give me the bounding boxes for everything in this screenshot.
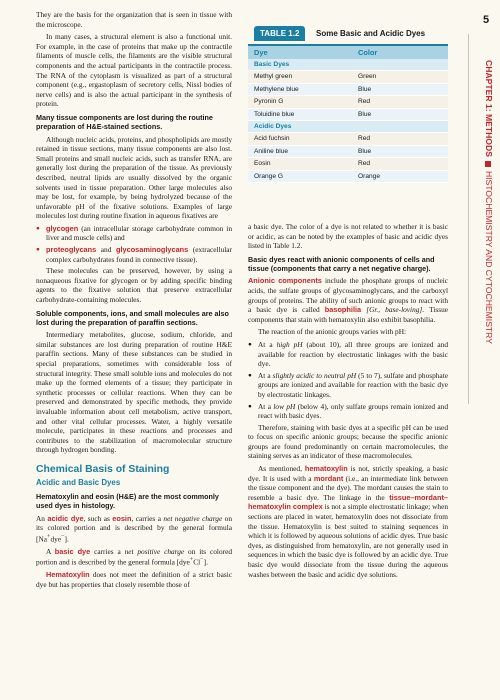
table-title: Some Basic and Acidic Dyes [316, 29, 426, 38]
term-complex: tissue–mordant–hematoxylin complex [248, 492, 448, 512]
paragraph: An acidic dye, such as eosin, carries a net negative charge on its colored portion and is described by the general formula [Na+dye−]. [36, 513, 233, 544]
term-proteoglycans: proteoglycans [46, 245, 97, 255]
term-glycosaminoglycans: glycosaminoglycans [116, 245, 189, 255]
table-group-row: Basic Dyes [248, 59, 448, 71]
bold-heading: Basic dyes react with anionic components of cells and tissue (components that carry a net negative charge). [248, 254, 435, 274]
paragraph: In many cases, a structural element is also a functional unit. For example, in the case of proteins that make up the contractile filaments of muscle cells, the filaments are the visible structural components and the actual participants in the contractile process. The RNA of the cytoplasm is visualized as part of a structural component (e.g., ergastoplasm of secretory cells, Nissl bodies of nerve cells) and is also the actual participant in the synthesis of protein. [36, 32, 232, 109]
dye-table [248, 24, 448, 183]
paragraph: They are the basis for the organization that is seen in tissue with the microscope. [36, 10, 232, 29]
table-row: Toluidine blue Blue [248, 109, 448, 121]
right-column [248, 222, 448, 582]
paragraph: Hematoxylin does not meet the definition of a strict basic dye but has properties that closely resemble those of [36, 570, 232, 589]
table-caption [248, 24, 448, 44]
term-acidic-dye: acidic dye [47, 513, 84, 523]
section-heading: Chemical Basis of Staining [36, 463, 170, 475]
paragraph: These molecules can be preserved, however, by using a nonaqueous fixative for glycogen or by adding specific binding agents to the fixative solution that preserve extracellular carbohydrate-containing molecules. [36, 266, 232, 305]
term-glycogen: glycogen [46, 223, 79, 233]
page-number: 5 [482, 14, 490, 26]
table-row: Methyl green Green [248, 71, 448, 83]
term-basic-dye: basic dye [54, 546, 91, 556]
term-hematoxylin: hematoxylin [304, 464, 348, 474]
bold-heading: Hematoxylin and eosin (H&E) are the most commonly used dyes in histology. [36, 491, 219, 511]
term-anionic-components: Anionic components [248, 276, 322, 286]
table-row: Aniline blue Blue [248, 146, 448, 158]
table-row: Pyronin G Red [248, 96, 448, 108]
bullet-item: ● glycogen (an intracellular storage carbohydrate common in liver and muscle cells) and [36, 224, 232, 243]
table-row: Acid fuchsin Red [248, 133, 448, 145]
table-row: Methylene blue Blue [248, 84, 448, 96]
bullet-item: ● At a high pH (about 10), all three groups are ionized and available for reaction by electrostatic linkages with the basic dye. [248, 340, 448, 369]
section-label: HISTOCHEMISTRY AND CYTOCHEMISTRY [484, 170, 494, 344]
table-header-row [248, 44, 448, 59]
paragraph: Anionic components include the phosphate groups of nucleic acids, the sulfate groups of glycosaminoglycans, and the carboxyl groups of proteins. The ability of such anionic groups to react with a basic dye is called basophilia [Gr., base-loving]. Tissue components that stain with hematoxylin also exhibit basophilia. [248, 276, 448, 324]
table-badge: TABLE 1.2 [254, 26, 305, 41]
paragraph: As mentioned, hematoxylin is not, strictly speaking, a basic dye. It is used with a mordant (i.e., an intermediate link between the tissue component and the dye). The mordant causes the stain to resemble a basic dye. The linkage in the tissue–mordant–hematoxylin complex is not a simple electrostatic linkage; when sections are placed in water, hematoxylin does not dissociate from the tissue. Hematoxylin is best suited to staining sequences in which it is followed by aqueous solutions of acidic dyes. True basic dyes, as distinguished from hematoxylin, are not generally used in sequences in which the basic dye is followed by an acidic dye. True basic dye would dissociate from the tissue during the aqueous washes between the basic and acidic dye solutions. [248, 464, 449, 579]
table-row: Orange G Orange [248, 171, 448, 183]
term-basophilia: basophilia [324, 305, 362, 315]
paragraph: a basic dye. The color of a dye is not related to whether it is basic or acidic, as can be noted by the examples of basic and acidic dyes listed in Table 1.2. [248, 222, 448, 251]
column-header-color: Color [358, 48, 378, 57]
paragraph: Intermediary metabolites, glucose, sodium, chloride, and similar substances are lost during preparation of routine H&E paraffin sections. Many of these substances can be studied in special preparations, sometimes with considerable loss of structural integrity. These small soluble ions and molecules do not make up the formed elements of a tissue; they participate in synthetic processes or cellular reactions. When they can be preserved and demonstrated by specific methods, they provide invaluable information about cell metabolism, active transport, and other vital cellular processes. Water, a highly versatile molecule, participates in these reactions and processes and contributes to the stabilization of macromolecular structure through hydrogen bonding. [36, 330, 232, 455]
paragraph: A basic dye carries a net positive charge on its colored portion and is described by the general formula [dye+Cl−]. [36, 546, 233, 567]
square-icon [485, 161, 491, 167]
margin-divider [468, 34, 469, 404]
bold-heading: Many tissue components are lost during the routine preparation of H&E-stained sections. [36, 112, 213, 132]
bullet-item: ● At a slightly acidic to neutral pH (5 to 7), sulfate and phosphate groups are ionized and available for reaction with the basic dye by electrostatic linkages. [248, 371, 448, 400]
bold-heading: Soluble components, ions, and small molecules are also lost during the preparation of paraffin sections. [36, 308, 229, 327]
term-mordant: mordant [313, 473, 344, 483]
chapter-label: CHAPTER 1: METHODS [484, 60, 494, 157]
bullet-item: ● At a low pH (below 4), only sulfate groups remain ionized and react with basic dyes. [248, 402, 448, 421]
term-eosin: eosin [112, 513, 132, 523]
paragraph: Therefore, staining with basic dyes at a specific pH can be used to focus on specific anionic groups; because the specific anionic groups are found predominantly on certain macromolecules, the staining serves as an indicator of these macromolecules. [248, 422, 448, 461]
paragraph: Although nucleic acids, proteins, and phospholipids are mostly retained in tissue sections, many tissue components are also lost. Small proteins and small nucleic acids, such as transfer RNA, are generally lost during the preparation of the tissue. As previously described, neutral lipids are usually dissolved by the organic solvents used in tissue preparation. Other large molecules also may be lost, for example, by being hydrolyzed because of the unfavorable pH of the fixative solutions. Examples of large molecules lost during routine fixation in aqueous fixatives are [36, 134, 232, 221]
term-hematoxylin: Hematoxylin [46, 570, 90, 580]
column-header-dye: Dye [254, 48, 268, 57]
running-tab [474, 60, 498, 400]
table-group-row: Acidic Dyes [248, 121, 448, 133]
subsection-heading: Acidic and Basic Dyes [36, 477, 121, 487]
bullet-item: ● proteoglycans and glycosaminoglycans (extracellular complex carbohydrates found in connective tissue). [36, 245, 232, 264]
table-row: Eosin Red [248, 158, 448, 170]
left-column [36, 10, 232, 593]
paragraph: The reaction of the anionic groups varies with pH: [258, 327, 407, 337]
